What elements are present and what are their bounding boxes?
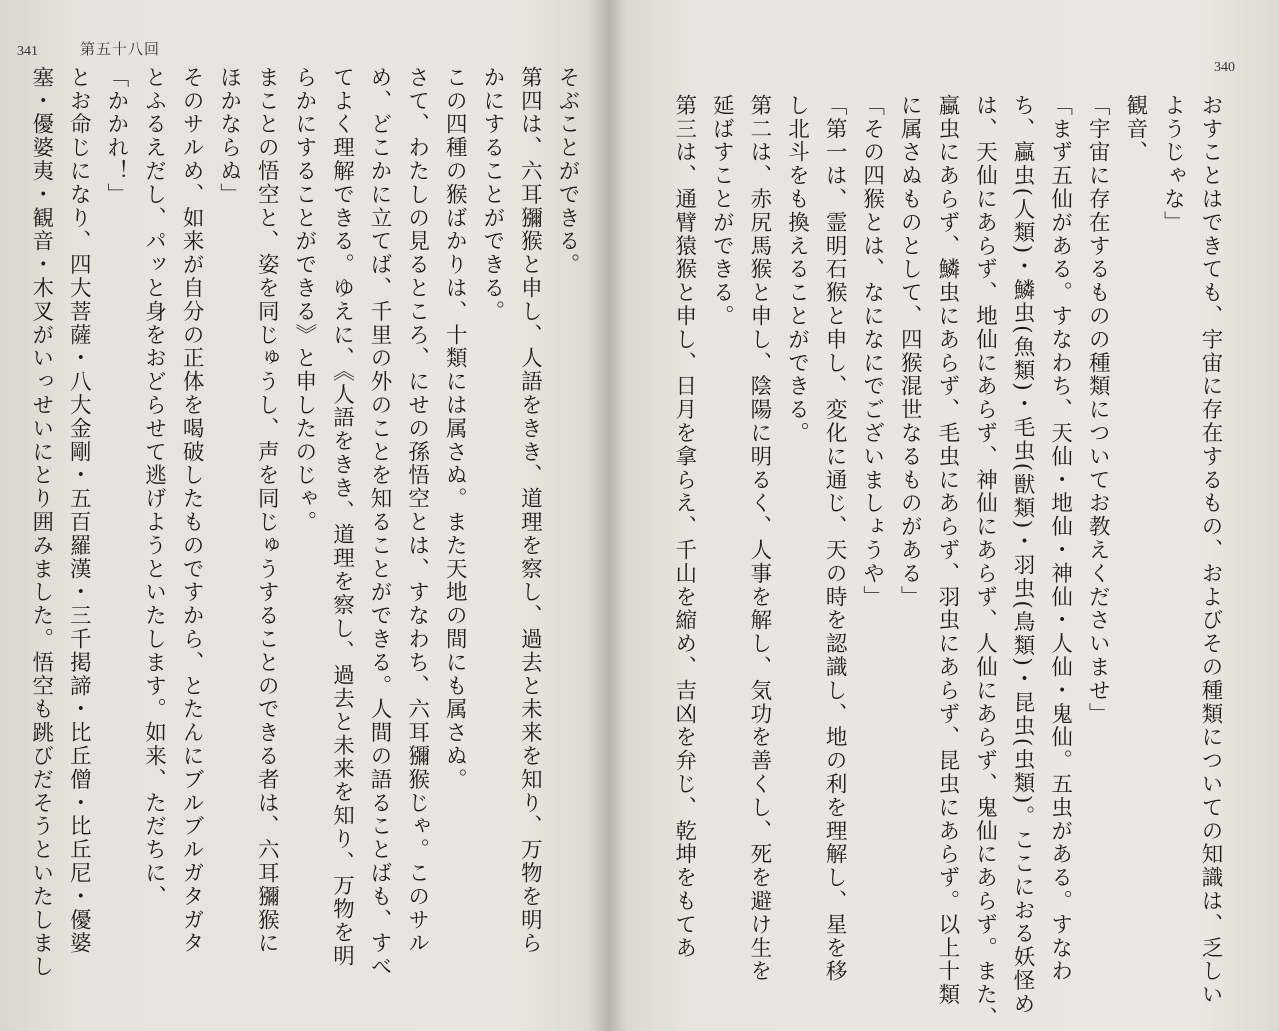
text-line: ほかならぬ」 [216, 66, 242, 207]
text-line: 第三は、通臂猿猴と申し、日月を拿らえ、千山を縮め、吉凶を弁じ、乾坤をもてあ [671, 94, 697, 960]
text-line: らかにすることができる》と申したのじゃ。 [291, 66, 317, 534]
text-line: 第四は、六耳獼猴と申し、人語をきき、道理を察し、過去と未来を知り、万物を明ら [517, 66, 543, 956]
body-text [11, 66, 586, 996]
text-line: 「かかれ！」 [103, 66, 129, 207]
text-line: 延ばすことができる。 [709, 94, 735, 328]
page-number: 341 [17, 44, 38, 59]
page-number: 340 [1214, 60, 1235, 75]
text-line: ち、蠃虫(人類)・鱗虫(魚類)・毛虫(獣類)・羽虫(鳥類)・昆虫(虫類)。ここにおる妖怪め [1010, 94, 1036, 1016]
text-line: ようじゃな」 [1160, 94, 1186, 235]
right-page [605, 0, 1279, 1031]
text-line: とお命じになり、四大菩薩・八大金剛・五百羅漢・三千掲諦・比丘僧・比丘尼・優婆 [66, 66, 92, 956]
text-line: は、天仙にあらず、地仙にあらず、神仙にあらず、人仙にあらず、鬼仙にあらず。また、 [972, 94, 998, 1030]
text-line: さて、わたしの見るところ、にせの孫悟空とは、すなわち、六耳獼猴じゃ。このサル [404, 66, 430, 956]
text-line: そぶことができる。 [555, 66, 580, 277]
text-line: め、どこかに立てば、千里の外のことを知ることができる。人間の語ることばも、すべ [367, 66, 393, 979]
text-line: 第二は、赤尻馬猴と申し、陰陽に明るく、人事を解し、気功を善くし、死を避け生を [746, 94, 772, 984]
text-line: 「まず五仙がある。すなわち、天仙・地仙・神仙・人仙・鬼仙。五虫がある。すなわ [1047, 94, 1073, 984]
left-page [0, 0, 605, 1031]
text-line: まことの悟空と、姿を同じゅうし、声を同じゅうすることのできる者は、六耳獼猴に [254, 66, 280, 956]
text-line: 蠃虫にあらず、鱗虫にあらず、毛虫にあらず、羽虫にあらず、昆虫にあらず。以上十類 [934, 94, 960, 1007]
chapter-title: 第五十八回 [80, 42, 161, 58]
body-text [659, 94, 1229, 1030]
text-line: 「その四猴とは、なになにでございましょうや」 [859, 94, 885, 609]
text-line: に属さぬものとして、四猴混世なるものがある」 [897, 94, 923, 609]
text-line: 観音、 [1122, 94, 1148, 165]
text-line: かにすることができる。 [479, 66, 505, 324]
text-line: この四種の猴ばかりは、十類には属さぬ。また天地の間にも属さぬ。 [442, 66, 468, 792]
text-line: そのサルめ、如来が自分の正体を喝破したものですから、とたんにブルブルガタガタ [179, 66, 205, 956]
text-line: おすことはできても、宇宙に存在するもの、およびその種類についての知識は、乏しい [1198, 94, 1223, 1007]
text-line: 「宇宙に存在するものの種類についてお教えくださいませ」 [1085, 94, 1111, 726]
text-line: 「第一は、霊明石猴と申し、変化に通じ、天の時を認識し、地の利を理解し、星を移 [822, 94, 848, 984]
text-line: 塞・優婆夷・観音・木叉がいっせいにとり囲みました。悟空も跳びだそうといたしまし [28, 66, 54, 979]
text-line: てよく理解できる。ゆえに、《人語をきき、道理を察し、過去と未来を知り、万物を明 [329, 66, 355, 968]
text-line: し北斗をも換えることができる。 [784, 94, 810, 445]
text-line: とふるえだし、パッと身をおどらせて逃げようといたします。如来、ただちに、 [141, 66, 167, 909]
